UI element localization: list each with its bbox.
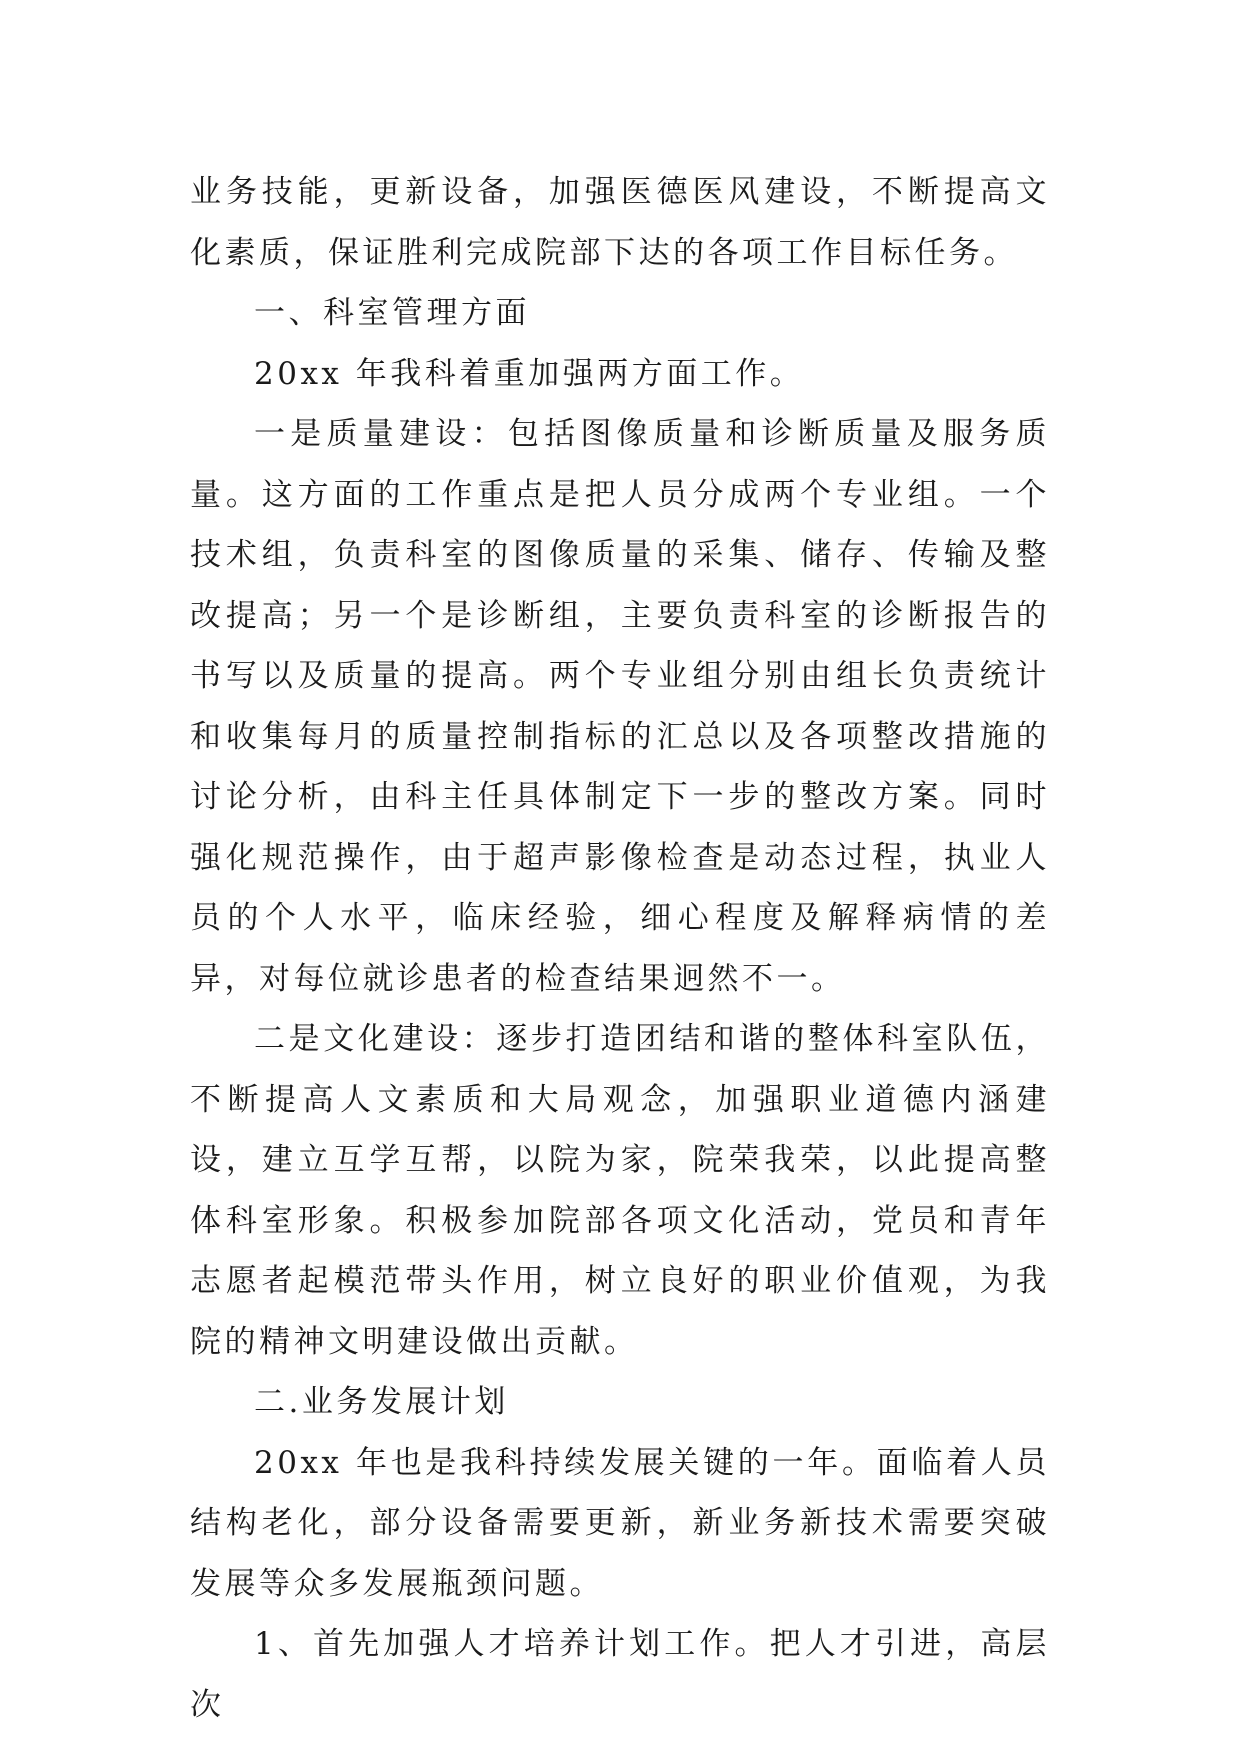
document-body [190, 162, 1050, 1735]
paragraph-year-focus: 20xx 年我科着重加强两方面工作。 [254, 355, 805, 392]
paragraph-talent-training: 1、首先加强人才培养计划工作。把人才引进，高层次 [190, 1626, 1050, 1723]
section-heading-department-management: 一、科室管理方面 [254, 295, 530, 331]
paragraph-development-year: 20xx 年也是我科持续发展关键的一年。面临着人员结构老化，部分设备需要更新，新业务新技术需要突破发展等众多发展瓶颈问题。 [190, 1444, 1050, 1602]
section-heading-business-plan: 二.业务发展计划 [254, 1384, 509, 1420]
paragraph-continuation: 业务技能，更新设备，加强医德医风建设，不断提高文化素质，保证胜利完成院部下达的各项工作目标任务。 [190, 174, 1050, 271]
paragraph-culture-construction: 二是文化建设：逐步打造团结和谐的整体科室队伍，不断提高人文素质和大局观念，加强职业道德内涵建设，建立互学互帮，以院为家，院荣我荣，以此提高整体科室形象。积极参加院部各项文化活动，党员和青年志愿者起模范带头作用，树立良好的职业价值观，为我院的精神文明建设做出贡献。 [190, 1021, 1050, 1360]
paragraph-quality-construction: 一是质量建设：包括图像质量和诊断质量及服务质量。这方面的工作重点是把人员分成两个专业组。一个技术组，负责科室的图像质量的采集、储存、传输及整改提高；另一个是诊断组，主要负责科室的诊断报告的书写以及质量的提高。两个专业组分别由组长负责统计和收集每月的质量控制指标的汇总以及各项整改措施的讨论分析，由科主任具体制定下一步的整改方案。同时强化规范操作，由于超声影像检查是动态过程，执业人员的个人水平，临床经验，细心程度及解释病情的差异，对每位就诊患者的检查结果迥然不一。 [190, 416, 1050, 997]
